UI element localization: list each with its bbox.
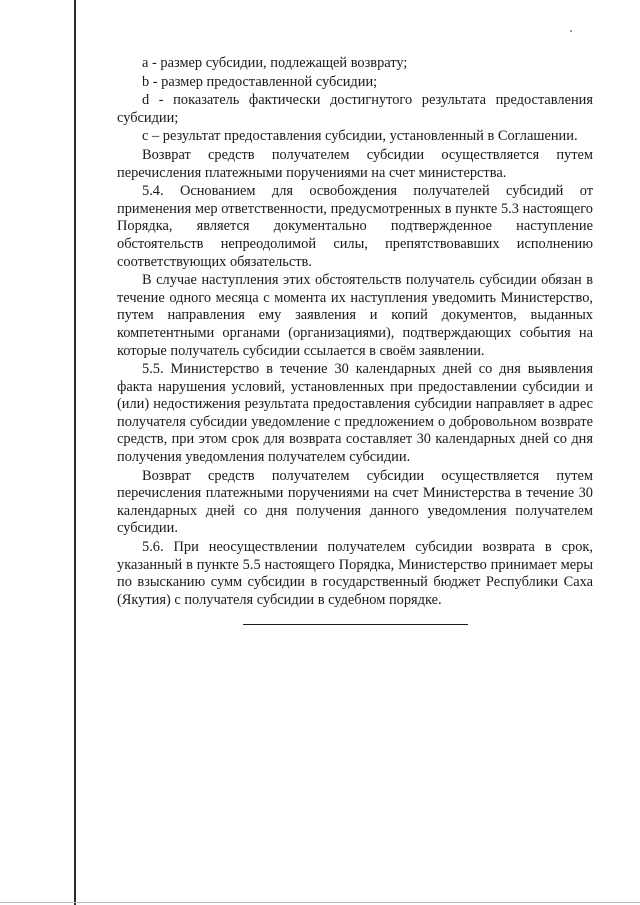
- paragraph-5-6: 5.6. При неосуществлении получателем субсидии возврата в срок, указанный в пункте 5.5 настоящего Порядка, Министерство принимает меры по взысканию сумм субсидии в государственный бюджет Республики Саха (Якутия) с получателя субсидии в судебном порядке.: [117, 539, 593, 608]
- scan-margin-line: [74, 0, 76, 905]
- legend-line-b: b - размер предоставленной субсидии;: [142, 73, 378, 90]
- paragraph-5-4: 5.4. Основанием для освобождения получателей субсидий от применения мер ответственности, предусмотренных в пункте 5.3 настоящего Порядка, является документально подтвержденное наступление обстоятельств непреодолимой силы, препятствовавших исполнению соответствующих обязательств.: [117, 183, 593, 270]
- scan-speck: [570, 30, 572, 32]
- paragraph-return-funds: Возврат средств получателем субсидии осуществляется путем перечисления платежными поручениями на счет министерства.: [117, 146, 593, 181]
- scan-bottom-edge: [0, 902, 640, 903]
- paragraph-force-majeure-notice: В случае наступления этих обстоятельств получатель субсидии обязан в течение одного месяца с момента их наступления уведомить Министерство, путем направления ему заявления и копий документов, выданных компетентными органами (организациями), подтверждающих события на которые получатель субсидии ссылается в своём заявлении.: [117, 272, 593, 359]
- legend-line-c: c – результат предоставления субсидии, установленный в Соглашении.: [142, 128, 578, 145]
- legend-line-a: а - размер субсидии, подлежащей возврату;: [142, 55, 408, 71]
- formula-legend: [117, 55, 593, 146]
- document-body: [117, 55, 593, 625]
- closing-rule: [243, 624, 468, 625]
- paragraph-return-within-30-days: Возврат средств получателем субсидии осуществляется путем перечисления платежными поручениями на счет Министерства в течение 30 календарных дней со дня получения данного уведомления получателем субсидии.: [117, 467, 593, 537]
- legend-line-d: d - показатель фактически достигнутого результата предоставления субсидии;: [117, 92, 593, 126]
- paragraph-5-5: 5.5. Министерство в течение 30 календарных дней со дня выявления факта нарушения условий, установленных при предоставлении субсидии и (или) недостижения результата предоставления субсидии направляет в адрес получателя субсидии уведомление с предложением о добровольном возврате средств, при этом срок для возврата составляет 30 календарных дней со дня получения уведомления получателем субсидии.: [117, 361, 593, 466]
